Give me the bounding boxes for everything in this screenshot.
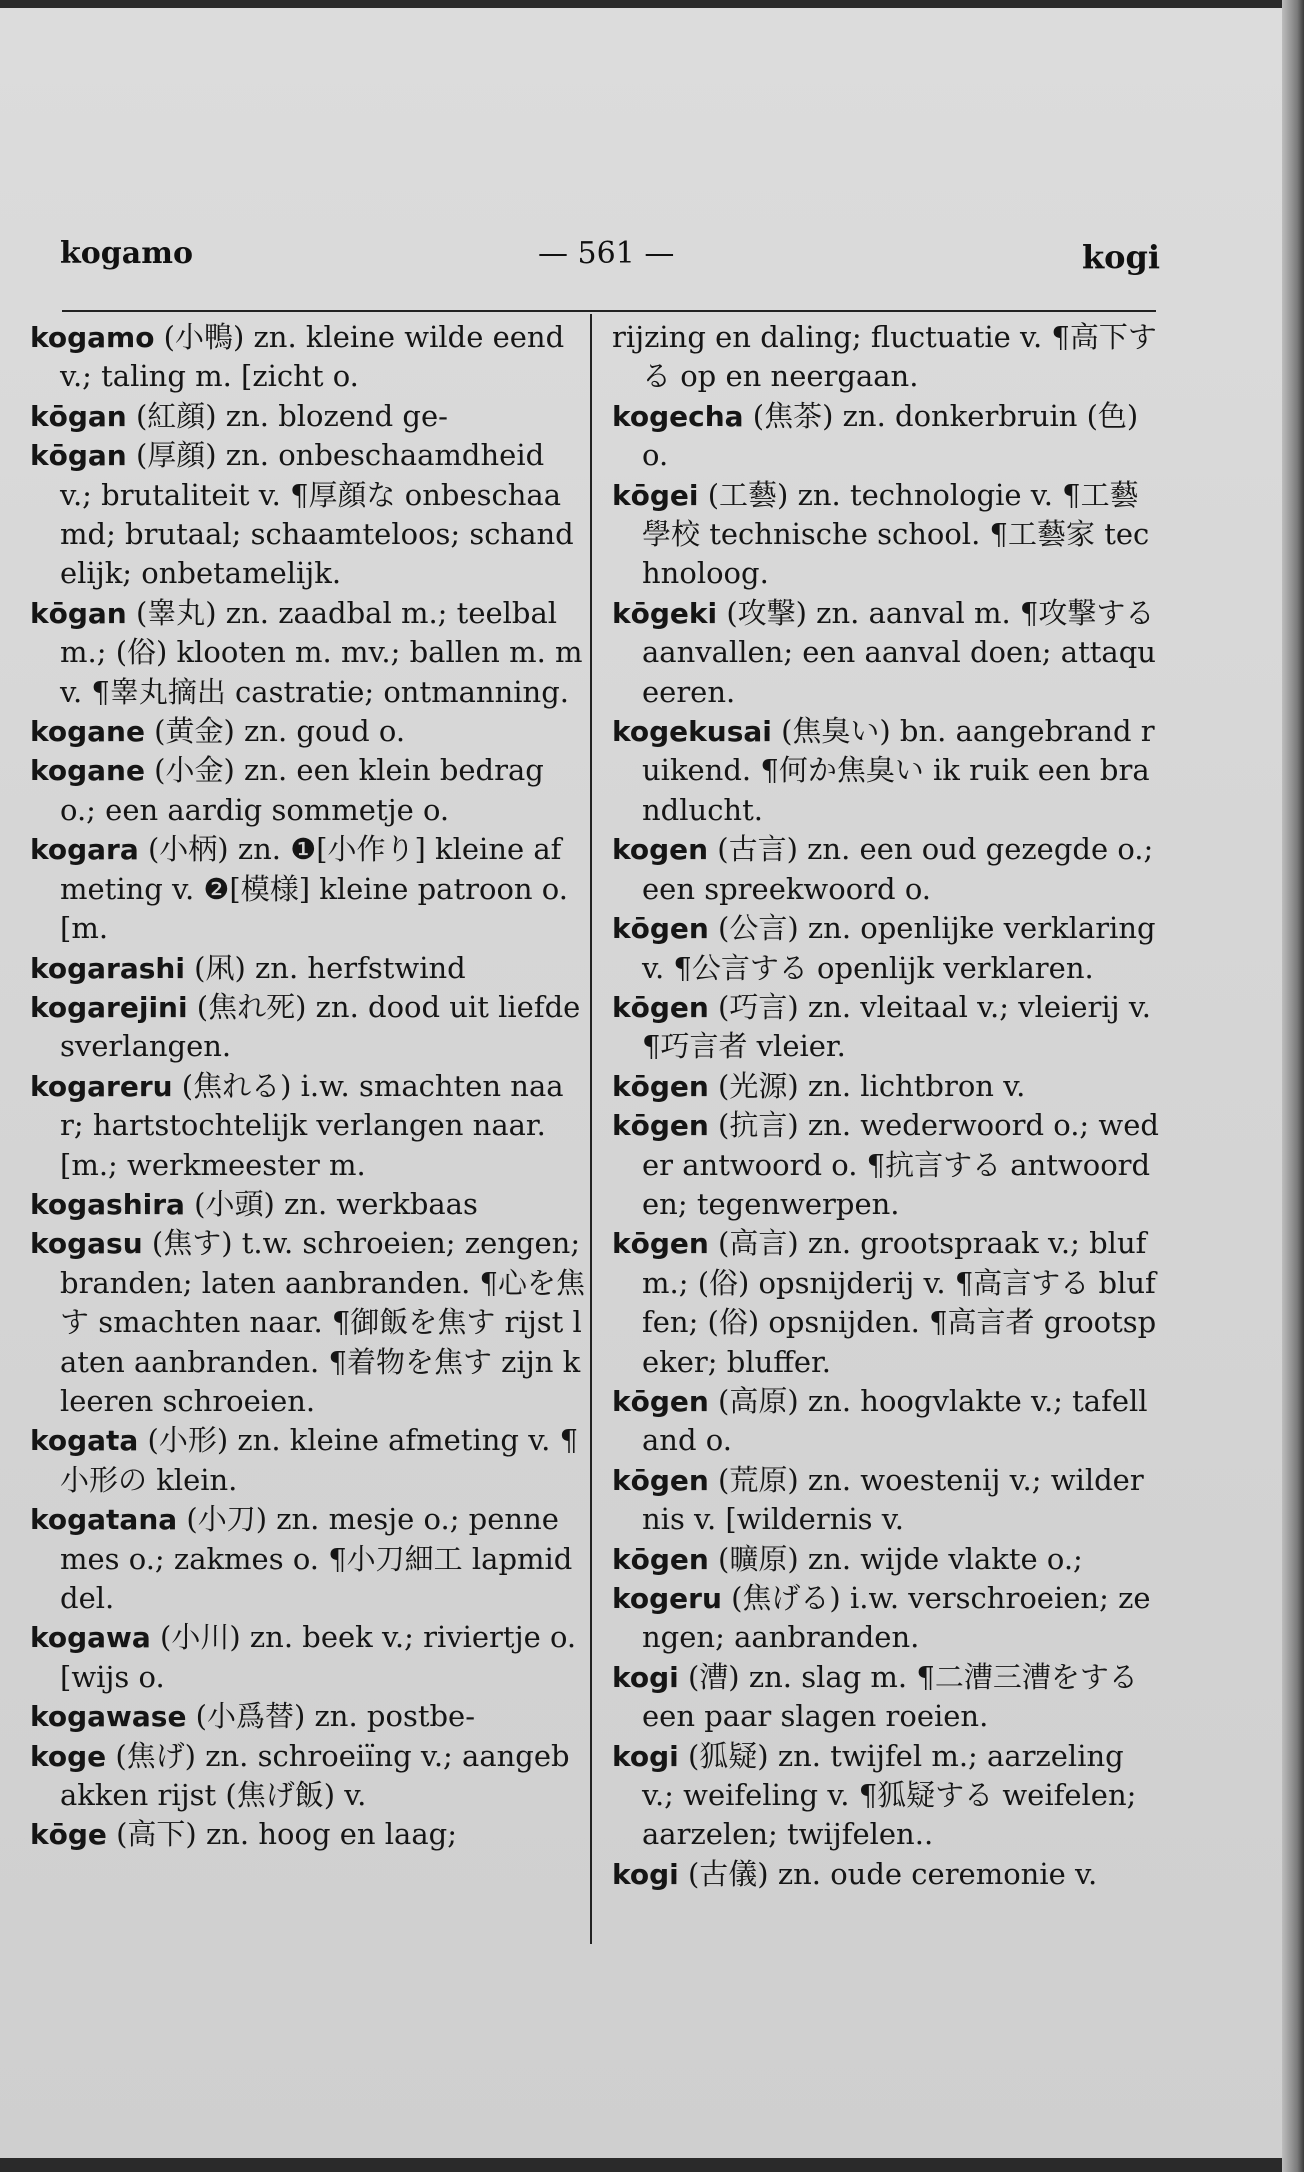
entry-headword: kōgan bbox=[30, 439, 127, 473]
dictionary-entry bbox=[30, 1618, 585, 1697]
entry-headword: kōgen bbox=[612, 912, 709, 946]
entry-headword: kogi bbox=[612, 1739, 679, 1773]
dictionary-entry bbox=[612, 1224, 1162, 1382]
entry-definition: (漕) zn. slag m. ¶二漕三漕をする een paar slagen roeien. bbox=[642, 1659, 1138, 1734]
entry-headword: kōge bbox=[30, 1818, 107, 1852]
entry-definition: (古儀) zn. oude ceremonie v. bbox=[678, 1856, 1098, 1891]
dictionary-entry bbox=[612, 1579, 1162, 1658]
entry-headword: kogen bbox=[612, 833, 709, 867]
dictionary-entry bbox=[612, 830, 1162, 909]
entry-headword: kōgan bbox=[30, 399, 127, 433]
page-number: — 561 — bbox=[538, 236, 675, 271]
header-rule bbox=[62, 310, 1156, 312]
entry-headword: kogane bbox=[30, 715, 145, 749]
entry-headword: kōgen bbox=[612, 1069, 709, 1103]
entry-definition: (高下) zn. hoog en laag; bbox=[106, 1817, 457, 1852]
entry-headword: kōgei bbox=[612, 478, 699, 512]
entry-definition: (睾丸) zn. zaadbal m.; teelbal m.; (俗) klooten m. mv.; ballen m. mv. ¶睾丸摘出 castratie; ontmanning. bbox=[60, 595, 583, 709]
entry-headword: kogi bbox=[612, 1660, 679, 1694]
entry-definition: rijzing en daling; fluctuatie v. ¶高下する op en neergaan. bbox=[612, 320, 1157, 394]
entry-definition: (黄金) zn. goud o. bbox=[144, 714, 406, 749]
column-divider bbox=[590, 314, 592, 1944]
entry-definition: (抗言) zn. wederwoord o.; weder antwoord o. ¶抗言する antwoorden; tegenwerpen. bbox=[642, 1108, 1159, 1221]
entry-definition: (巧言) zn. vleitaal v.; vleierij v. ¶巧言者 vleier. bbox=[642, 989, 1152, 1064]
dictionary-entry bbox=[612, 1855, 1162, 1894]
entry-definition: (曠原) zn. wijde vlakte o.; bbox=[708, 1541, 1083, 1576]
entry-headword: kogekusai bbox=[612, 715, 772, 749]
entry-headword: kogane bbox=[30, 754, 145, 788]
entry-definition: (荒原) zn. woestenij v.; wildernis v. [wildernis v. bbox=[642, 1462, 1144, 1537]
entry-definition: (公言) zn. openlijke verklaring v. ¶公言する openlijk verklaren. bbox=[642, 911, 1156, 985]
dictionary-entry bbox=[30, 988, 585, 1067]
dictionary-entry bbox=[612, 318, 1162, 397]
entry-headword: koge bbox=[30, 1739, 107, 1773]
entry-headword: kogarashi bbox=[30, 951, 185, 985]
entry-definition: (小鴨) zn. kleine wilde eend v.; taling m. [zicht o. bbox=[60, 320, 565, 394]
dictionary-entry bbox=[612, 476, 1162, 594]
entry-headword: kōgen bbox=[612, 1109, 709, 1143]
entry-definition: (凩) zn. herfstwind bbox=[184, 950, 466, 985]
dictionary-entry bbox=[30, 1067, 585, 1185]
dictionary-entry bbox=[30, 1224, 585, 1421]
entry-headword: kogi bbox=[612, 1857, 679, 1891]
entry-definition: (小刀) zn. mesje o.; pennemes o.; zakmes o. ¶小刀細工 lapmiddel. bbox=[60, 1502, 573, 1615]
dictionary-entry bbox=[612, 1540, 1162, 1579]
entry-definition: (小形) zn. kleine afmeting v. ¶小形の klein. bbox=[60, 1423, 579, 1497]
entry-definition: (焦茶) zn. donkerbruin (色) o. bbox=[642, 398, 1139, 473]
entry-headword: kogawa bbox=[30, 1621, 151, 1655]
entry-definition: (小金) zn. een klein bedrag o.; een aardig sommetje o. bbox=[60, 753, 544, 827]
page-header bbox=[60, 236, 1160, 280]
entry-definition: (狐疑) zn. twijfel m.; aarzeling v.; weifeling v. ¶狐疑する weifelen; aarzelen; twijfelen.. bbox=[642, 1738, 1137, 1852]
entry-headword: kōgeki bbox=[612, 596, 718, 630]
dictionary-entry bbox=[612, 1658, 1162, 1737]
entry-headword: kogara bbox=[30, 833, 139, 867]
dictionary-entry bbox=[30, 1815, 585, 1854]
dictionary-page bbox=[0, 8, 1296, 2158]
entry-definition: (小頭) zn. werkbaas bbox=[184, 1186, 478, 1221]
entry-definition: (工藝) zn. technologie v. ¶工藝學校 technische school. ¶工藝家 technoloog. bbox=[642, 477, 1150, 591]
dictionary-entry bbox=[612, 397, 1162, 476]
entry-headword: kogata bbox=[30, 1424, 139, 1458]
dictionary-entry bbox=[612, 1737, 1162, 1855]
entry-headword: kogarejini bbox=[30, 990, 188, 1024]
dictionary-entry bbox=[30, 712, 585, 751]
dictionary-entry bbox=[612, 988, 1162, 1067]
dictionary-entry bbox=[30, 594, 585, 712]
right-column bbox=[612, 318, 1162, 1894]
entry-headword: kōgan bbox=[30, 596, 127, 630]
dictionary-entry bbox=[30, 436, 585, 594]
entry-definition: (焦す) t.w. schroeien; zengen; branden; laten aanbranden. ¶心を焦す smachten naar. ¶御飯を焦す rijst laten aanbranden. ¶着物を焦す zijn kleeren schroeien. bbox=[60, 1226, 586, 1418]
entry-headword: kogareru bbox=[30, 1069, 173, 1103]
entry-definition: (攻撃) zn. aanval m. ¶攻撃する aanvallen; een aanval doen; attaqueeren. bbox=[642, 595, 1156, 709]
entry-definition: (小川) zn. beek v.; riviertje o. [wijs o. bbox=[60, 1620, 577, 1694]
header-left-guideword: kogamo bbox=[60, 236, 193, 271]
page-edge-shadow bbox=[1282, 0, 1304, 2172]
dictionary-entry bbox=[30, 1421, 585, 1500]
entry-definition: (焦れる) i.w. smachten naar; hartstochtelijk verlangen naar. [m.; werkmeester m. bbox=[60, 1068, 564, 1182]
entry-headword: kogecha bbox=[612, 399, 744, 433]
dictionary-entry bbox=[612, 1382, 1162, 1461]
entry-headword: kōgen bbox=[612, 1384, 709, 1418]
entry-headword: kōgen bbox=[612, 1463, 709, 1497]
dictionary-entry bbox=[612, 712, 1162, 830]
entry-headword: kōgen bbox=[612, 990, 709, 1024]
dictionary-entry bbox=[612, 1067, 1162, 1106]
header-right-guideword: kogi bbox=[1081, 238, 1160, 276]
entry-headword: kogatana bbox=[30, 1503, 178, 1537]
entry-headword: kōgen bbox=[612, 1227, 709, 1261]
entry-definition: (古言) zn. een oud gezegde o.; een spreekwoord o. bbox=[642, 832, 1154, 906]
entry-definition: (光源) zn. lichtbron v. bbox=[708, 1068, 1026, 1103]
entry-headword: kogasu bbox=[30, 1227, 143, 1261]
entry-headword: kogawase bbox=[30, 1700, 187, 1734]
dictionary-entry bbox=[612, 1106, 1162, 1224]
dictionary-entry bbox=[30, 949, 585, 988]
dictionary-entry bbox=[30, 830, 585, 948]
entry-headword: kōgen bbox=[612, 1542, 709, 1576]
entry-headword: kogeru bbox=[612, 1582, 722, 1615]
entry-definition: (高言) zn. grootspraak v.; bluf m.; (俗) opsnijderij v. ¶高言する bluffen; (俗) opsnijden. ¶高言者 grootspeker; bluffer. bbox=[642, 1226, 1157, 1379]
dictionary-entry bbox=[30, 751, 585, 830]
dictionary-entry bbox=[30, 1697, 585, 1736]
entry-definition: (厚顔) zn. onbeschaamdheid v.; brutaliteit v. ¶厚顔な onbeschaamd; brutaal; schaamteloos; schandelijk; onbetamelijk. bbox=[60, 438, 574, 591]
entry-definition: (高原) zn. hoogvlakte v.; tafelland o. bbox=[642, 1383, 1148, 1458]
left-column bbox=[30, 318, 585, 1855]
dictionary-entry bbox=[612, 909, 1162, 988]
dictionary-entry bbox=[612, 594, 1162, 712]
dictionary-entry bbox=[30, 1185, 585, 1224]
entry-definition: (焦れ死) zn. dood uit liefdesverlangen. bbox=[60, 989, 581, 1064]
entry-headword: kogashira bbox=[30, 1187, 185, 1221]
dictionary-entry bbox=[612, 1461, 1162, 1540]
entry-definition: (紅顔) zn. blozend ge- bbox=[126, 398, 448, 433]
entry-definition: (焦げる) i.w. verschroeien; zengen; aanbranden. bbox=[642, 1581, 1151, 1655]
dictionary-entry bbox=[30, 1737, 585, 1816]
entry-definition: (焦臭い) bn. aangebrand ruikend. ¶何か焦臭い ik ruik een brandlucht. bbox=[642, 714, 1155, 827]
dictionary-entry bbox=[30, 318, 585, 397]
entry-definition: (小爲替) zn. postbe- bbox=[186, 1699, 476, 1734]
entry-headword: kogamo bbox=[30, 321, 155, 354]
dictionary-entry bbox=[30, 397, 585, 436]
dictionary-entry bbox=[30, 1500, 585, 1618]
entry-definition: (焦げ) zn. schroeiïng v.; aangebakken rijst (焦げ飯) v. bbox=[60, 1738, 570, 1813]
entry-definition: (小柄) zn. ❶[小作り] kleine afmeting v. ❷[模様] kleine patroon o. [m. bbox=[60, 832, 568, 946]
